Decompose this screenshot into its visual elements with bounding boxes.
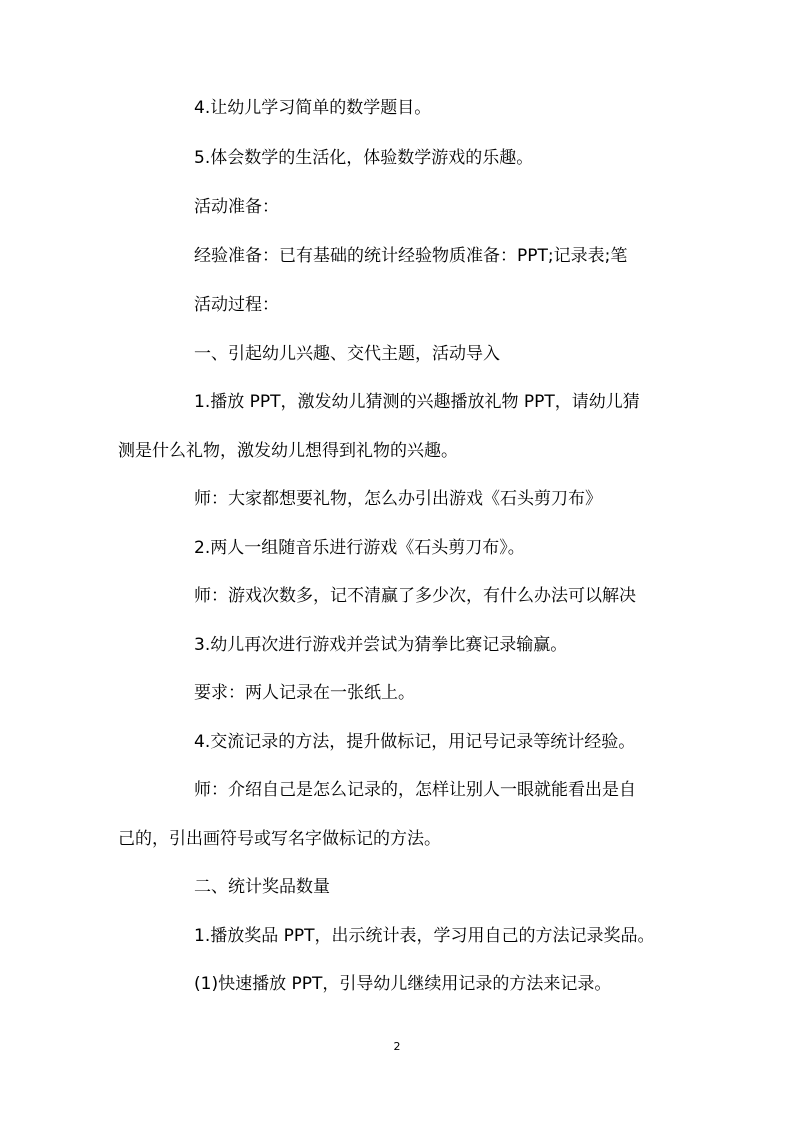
- section-heading: 活动过程：: [194, 295, 279, 315]
- section-heading: 一、引起幼儿兴趣、交代主题，活动导入: [194, 344, 500, 364]
- paragraph-line: 1.播放 PPT，激发幼儿猜测的兴趣播放礼物 PPT，请幼儿猜: [194, 392, 640, 412]
- section-heading: 活动准备：: [194, 197, 279, 217]
- paragraph-line: 师：介绍自己是怎么记录的，怎样让别人一眼就能看出是自: [194, 780, 636, 800]
- paragraph-line: 师：游戏次数多，记不清赢了多少次，有什么办法可以解决: [194, 586, 636, 606]
- paragraph-line: 经验准备：已有基础的统计经验物质准备：PPT;记录表;笔: [194, 246, 628, 266]
- section-heading: 二、统计奖品数量: [194, 877, 330, 897]
- paragraph-line: 己的，引出画符号或写名字做标记的方法。: [118, 829, 441, 849]
- paragraph-line: 1.播放奖品 PPT，出示统计表，学习用自己的方法记录奖品。: [194, 926, 655, 946]
- paragraph-line: 师：大家都想要礼物，怎么办引出游戏《石头剪刀布》: [194, 489, 602, 509]
- paragraph-line: 测是什么礼物，激发幼儿想得到礼物的兴趣。: [118, 441, 458, 461]
- paragraph-line: 要求：两人记录在一张纸上。: [194, 683, 415, 703]
- paragraph-line: 2.两人一组随音乐进行游戏《石头剪刀布》。: [194, 538, 525, 558]
- paragraph-line: 3.幼儿再次进行游戏并尝试为猜拳比赛记录输赢。: [194, 635, 568, 655]
- page-number: 2: [393, 1040, 401, 1053]
- paragraph-line: 5.体会数学的生活化，体验数学游戏的乐趣。: [194, 148, 534, 168]
- paragraph-line: (1)快速播放 PPT，引导幼儿继续用记录的方法来记录。: [194, 974, 612, 994]
- paragraph-line: 4.交流记录的方法，提升做标记，用记号记录等统计经验。: [194, 732, 636, 752]
- paragraph-line: 4.让幼儿学习简单的数学题目。: [194, 98, 432, 118]
